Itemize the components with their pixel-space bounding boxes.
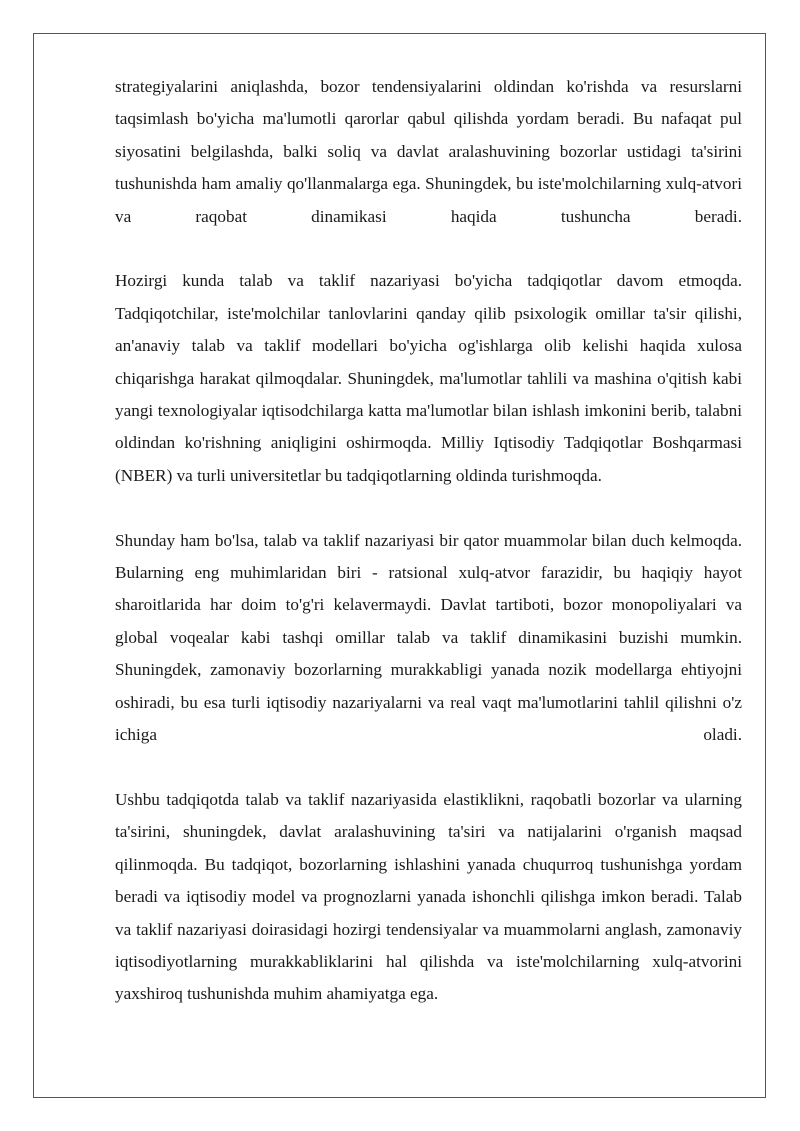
paragraph-4: Ushbu tadqiqotda talab va taklif nazariyasida elastiklikni, raqobatli bozorlar va ularning ta'sirini, shuningdek, davlat aralashuvining ta'siri va natijalarini o'rganish maqsad qilinmoqda. Bu tadqiqot, bozorlarning ishlashini yanada chuqurroq tushunishga yordam beradi va iqtisodiy model va prognozlarni yanada ishonchli qilishga imkon beradi. Talab va taklif nazariyasi doirasidagi hozirgi tendensiyalar va muammolarni anglash, zamonaviy iqtisodiyotlarning murakkabliklarini hal qilishda va iste'molchilarning xulq-atvorini yaxshiroq tushunishda muhim ahamiyatga ega.: [115, 789, 742, 1004]
paragraph-1: strategiyalarini aniqlashda, bozor tendensiyalarini oldindan ko'rishda va resurslarni taqsimlash bo'yicha ma'lumotli qarorlar qabul qilishda yordam beradi. Bu nafaqat pul siyosatini belgilashda, balki soliq va davlat aralashuvining bozorlar ustidagi ta'sirini tushunishda ham amaliy qo'llanmalarga ega. Shuningdek, bu iste'molchilarning xulq-atvori va raqobat dinamikasi haqida tushuncha beradi.: [115, 77, 742, 226]
paragraph-2: Hozirgi kunda talab va taklif nazariyasi bo'yicha tadqiqotlar davom etmoqda. Tadqiqotchilar, iste'molchilar tanlovlarini qanday qilib psixologik omillar ta'sir qilishi, an'anaviy talab va taklif modellari bo'yicha og'ishlarga olib kelishi haqida xulosa chiqarishga harakat qilmoqdalar. Shuningdek, ma'lumotlar tahlili va mashina o'qitish kabi yangi texnologiyalar iqtisodchilarga katta ma'lumotlar bilan ishlash imkonini berib, talabni oldindan ko'rishning aniqligini oshirmoqda. Milliy Iqtisodiy Tadqiqotlar Boshqarmasi (NBER) va turli universitetlar bu tadqiqotlarning oldinda turishmoqda.: [115, 271, 742, 485]
document-body: [115, 71, 742, 1043]
paragraph-3: Shunday ham bo'lsa, talab va taklif nazariyasi bir qator muammolar bilan duch kelmoqda. Bularning eng muhimlaridan biri - ratsional xulq-atvor farazidir, bu haqiqiy hayot sharoitlarida har doim to'g'ri kelavermaydi. Davlat tartiboti, bozor monopoliyalari va global voqealar kabi tashqi omillar talab va taklif dinamikasini buzishi mumkin. Shuningdek, zamonaviy bozorlarning murakkabligi yanada nozik modellarga ehtiyojni oshiradi, bu esa turli iqtisodiy nazariyalarni va real vaqt ma'lumotlarini tahlil qilishni o'z ichiga oladi.: [115, 530, 742, 745]
